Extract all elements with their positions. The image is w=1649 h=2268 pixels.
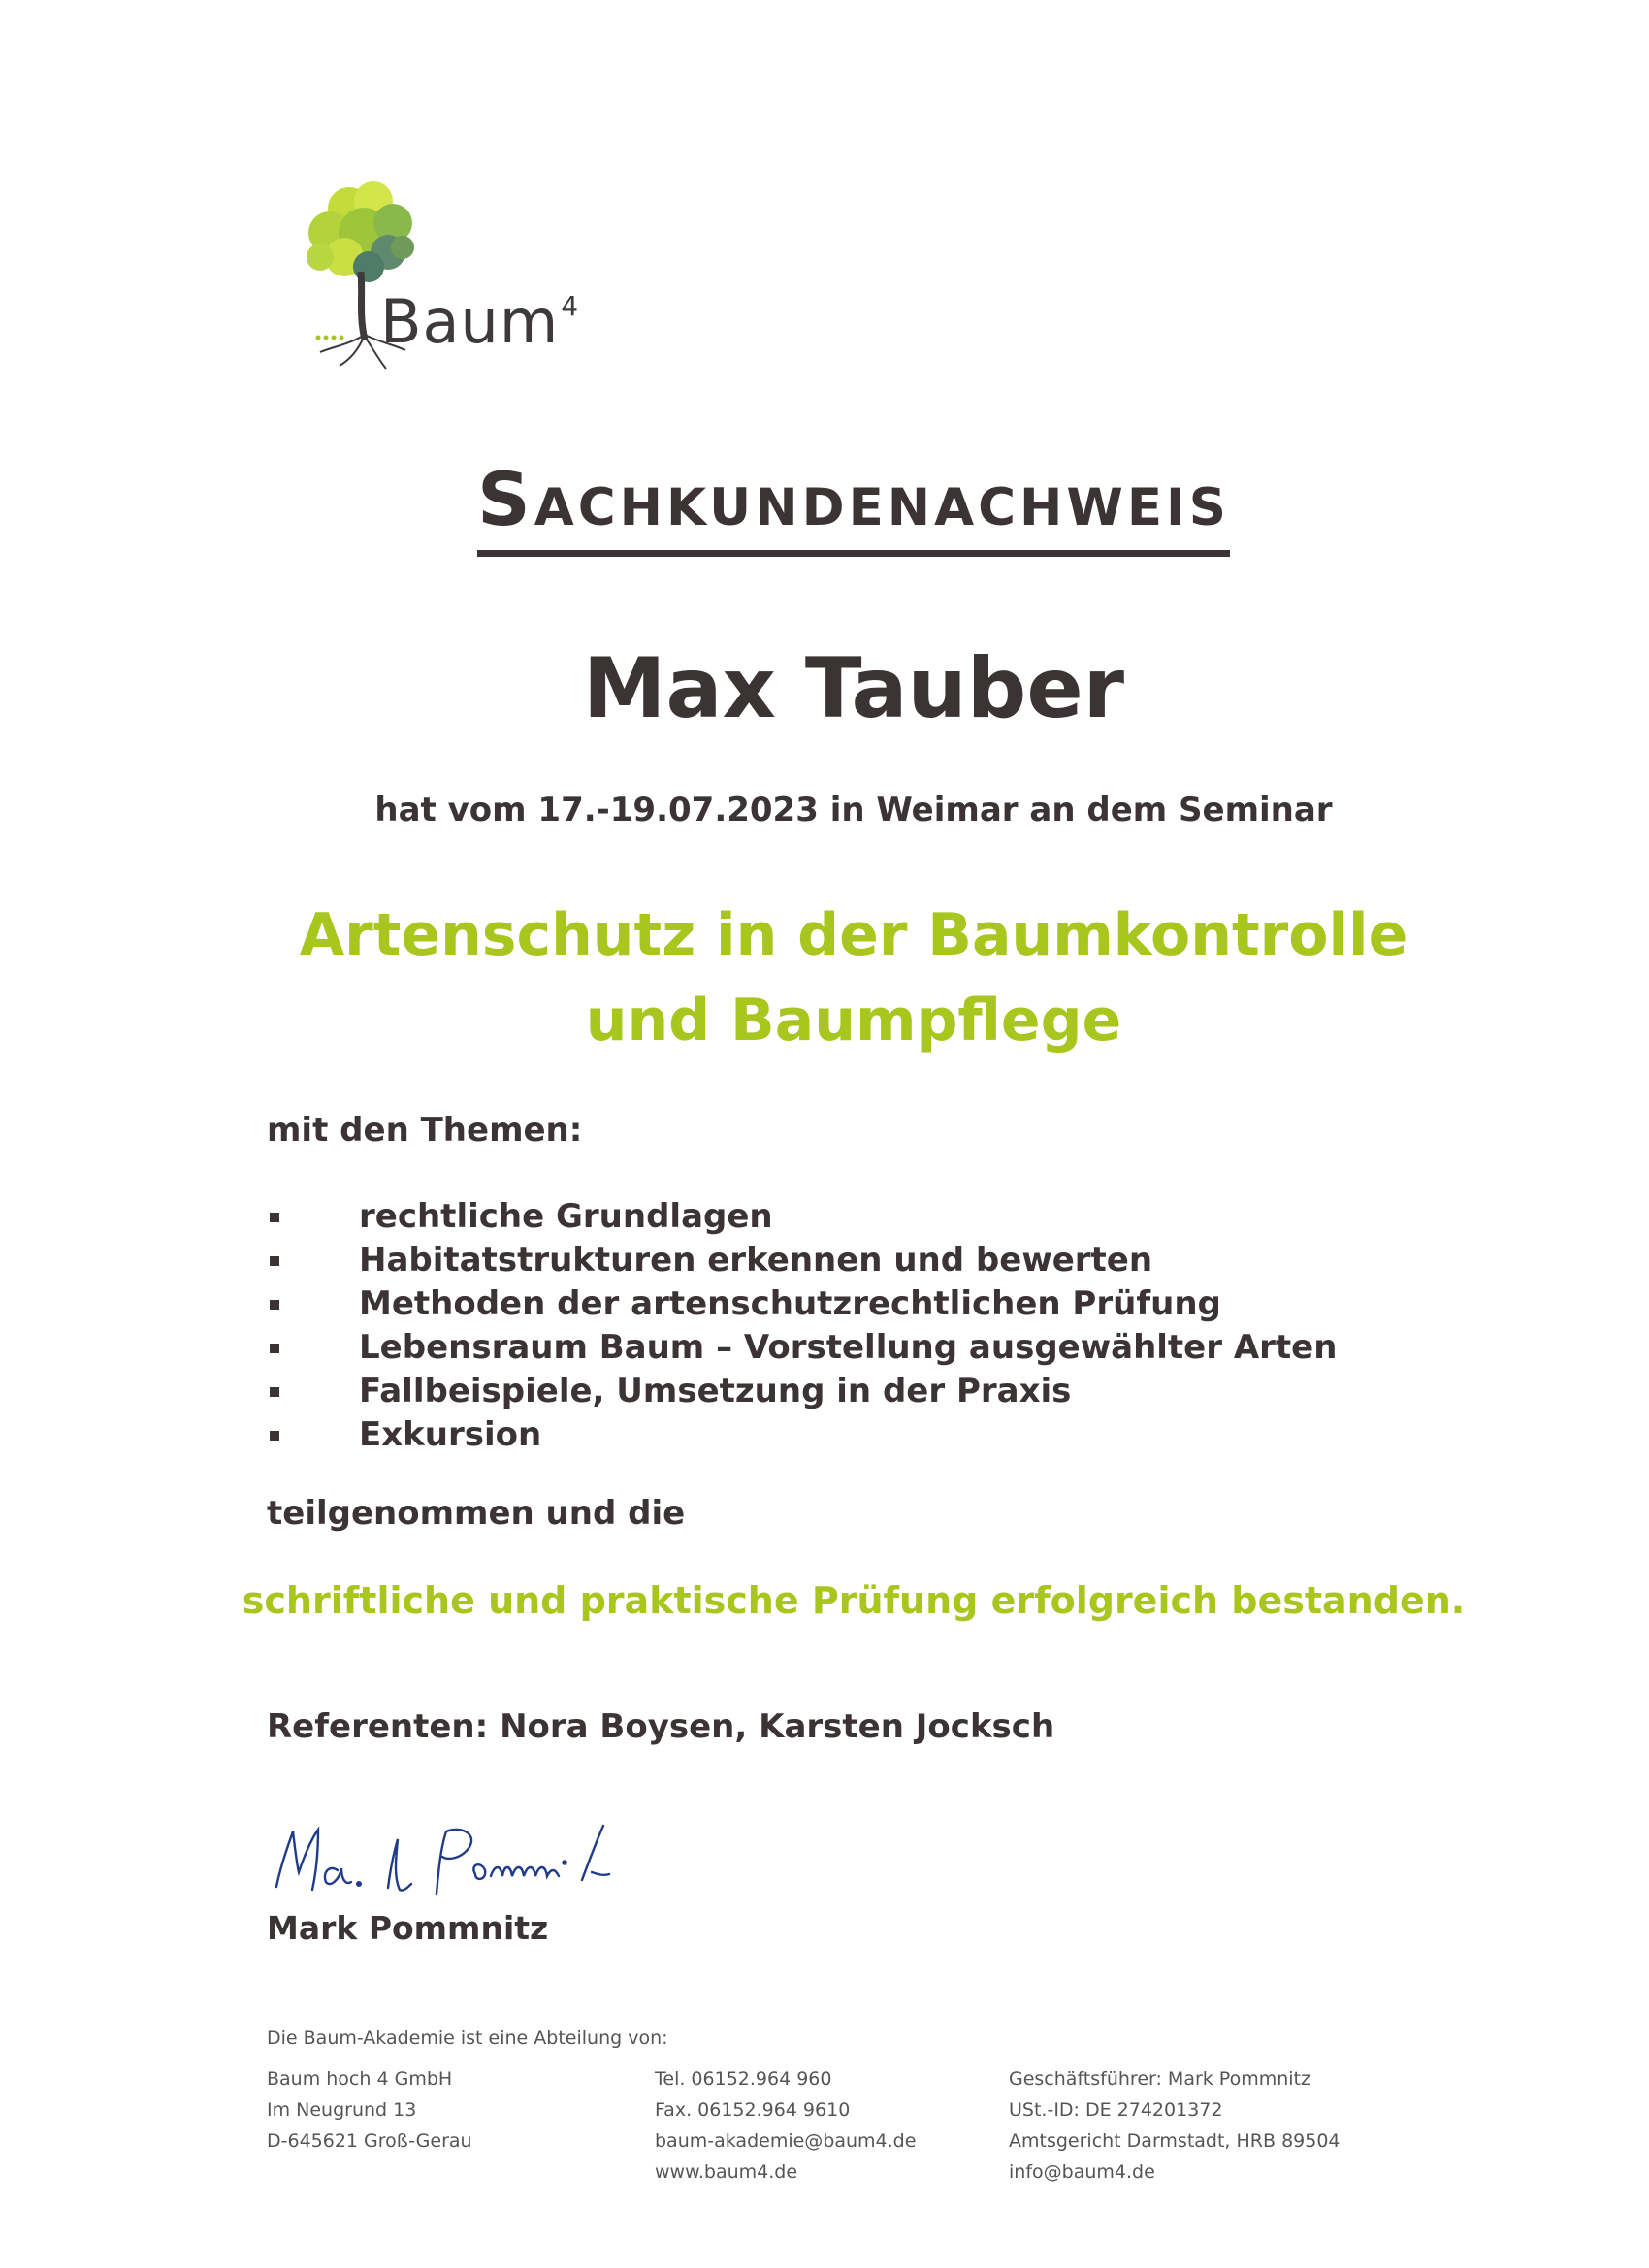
topics-list: [267, 1195, 1337, 1457]
footer-contact: [655, 2063, 916, 2187]
seminar-title-line2: und Baumpflege: [585, 987, 1122, 1054]
footer-company-line: Geschäftsführer: Mark Pommnitz: [1009, 2068, 1310, 2090]
footer-company: [1009, 2063, 1341, 2187]
seminar-title-line1: Artenschutz in der Baumkontrolle: [299, 901, 1408, 969]
themes-label: mit den Themen:: [267, 1111, 583, 1150]
footer-email-link[interactable]: baum-akademie@baum4.de: [655, 2130, 917, 2152]
handwritten-signature: [262, 1804, 669, 1915]
bullet-icon: [270, 1213, 279, 1222]
topic-item: Fallbeispiele, Umsetzung in der Praxis: [267, 1370, 1337, 1413]
logo-wordmark: Baum$^4$: [380, 286, 580, 357]
footer-phone: Tel. 06152.964 960: [655, 2068, 832, 2090]
participated-line: teilgenommen und die: [267, 1494, 686, 1533]
footer-company-line: Amtsgericht Darmstadt, HRB 89504: [1009, 2130, 1341, 2152]
topic-item: Habitatstrukturen erkennen und bewerten: [267, 1239, 1337, 1282]
bullet-icon: [270, 1300, 279, 1310]
footer-website-link[interactable]: www.baum4.de: [655, 2161, 798, 2183]
topic-item: Lebensraum Baum – Vorstellung ausgewählter Arten: [267, 1326, 1337, 1370]
exam-passed-line: schriftliche und praktische Prüfung erfolgreich bestanden.: [242, 1579, 1466, 1622]
participant-name: Max Tauber: [582, 640, 1125, 737]
topic-item: Exkursion: [267, 1413, 1337, 1457]
seminar-title: [0, 892, 1649, 1063]
bullet-icon: [270, 1431, 279, 1441]
certificate-title: Sachkundenachweis: [0, 456, 1649, 557]
topic-item: Methoden der artenschutzrechtlichen Prüfung: [267, 1282, 1337, 1326]
footer-address-line: Im Neugrund 13: [267, 2099, 417, 2121]
footer-address-line: Baum hoch 4 GmbH: [267, 2068, 453, 2090]
baum4-logo: [291, 179, 601, 373]
bullet-icon: [270, 1344, 279, 1353]
speakers-line: Referenten: Nora Boysen, Karsten Jocksch: [267, 1707, 1055, 1746]
footer-address: [267, 2063, 472, 2156]
bullet-icon: [270, 1387, 279, 1397]
footer-intro: Die Baum-Akademie ist eine Abteilung von:: [267, 2027, 668, 2049]
footer-company-line: USt.-ID: DE 274201372: [1009, 2099, 1223, 2121]
footer-fax: Fax. 06152.964 9610: [655, 2099, 851, 2121]
signer-name: Mark Pommnitz: [267, 1909, 549, 1947]
footer-info-email-link[interactable]: info@baum4.de: [1009, 2161, 1155, 2183]
intro-line: hat vom 17.-19.07.2023 in Weimar an dem Seminar: [374, 791, 1333, 829]
footer-address-line: D-645621 Groß-Gerau: [267, 2130, 472, 2152]
bullet-icon: [270, 1256, 279, 1266]
topic-item: rechtliche Grundlagen: [267, 1195, 1337, 1239]
